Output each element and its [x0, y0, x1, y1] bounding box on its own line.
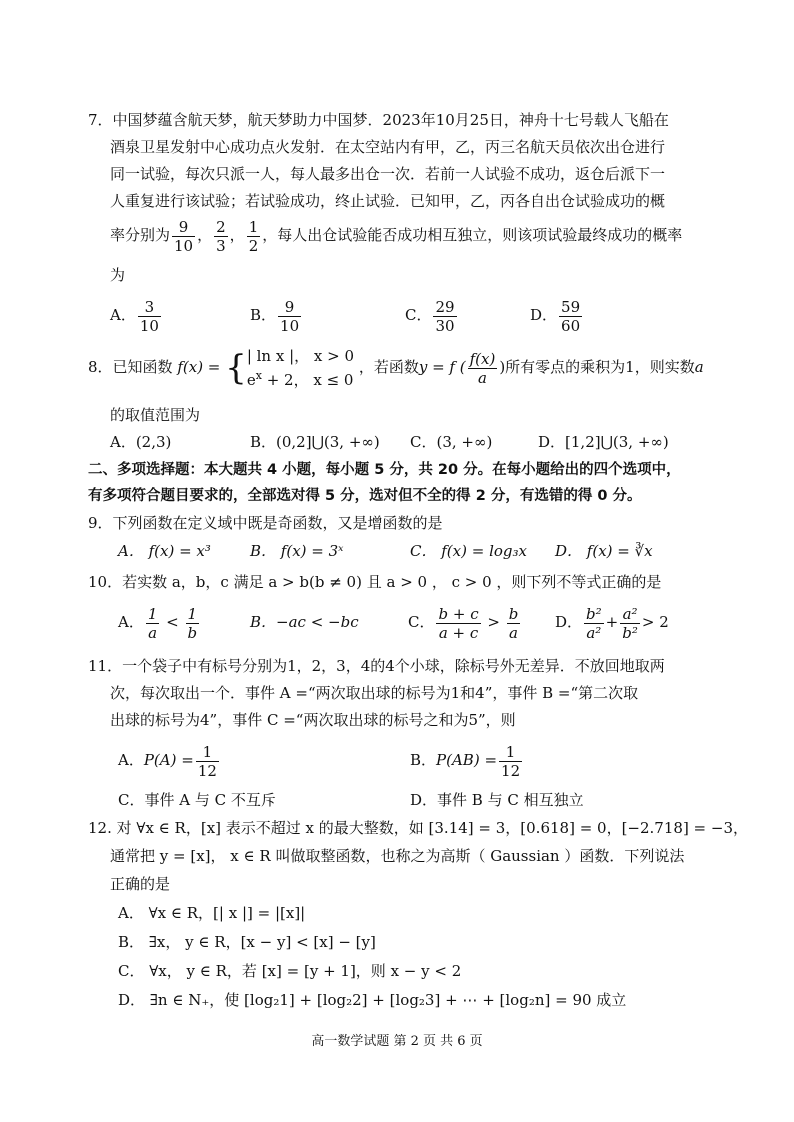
piecewise-cases: | ln x |， x > 0 $e^x + 2$， x ≤ 0 [246, 347, 355, 389]
prob-fraction-3: $\frac{1}{2}$ [248, 217, 259, 255]
q9-option-b[interactable]: B． f(x) = 3ˣ [250, 542, 344, 560]
q8-option-b[interactable]: B．(0,2]⋃(3, +∞) [250, 433, 380, 451]
q12-option-c[interactable]: C． ∀x， y ∈ R，若 [x] = [y + 1]，则 x − y < 2 [118, 962, 462, 980]
q9-option-c[interactable]: C． f(x) = log₃x [410, 542, 527, 560]
q8-option-c[interactable]: C．(3, +∞) [410, 433, 493, 451]
q11-option-d[interactable]: D．事件 B 与 C 相互独立 [410, 791, 584, 809]
page-footer: 高一数学试题 第 2 页 共 6 页 [311, 1034, 483, 1049]
q11-line3: 出球的标号为4”，事件 C =“两次取出球的标号之和为5”，则 [110, 711, 516, 729]
q7-line1: 7．中国梦蕴含航天梦，航天梦助力中国梦．2023年10月25日，神舟十七号载人飞船在 [88, 111, 669, 129]
q9-option-a[interactable]: A． f(x) = x³ [118, 542, 211, 560]
q8-option-d[interactable]: D．[1,2]⋃(3, +∞) [538, 433, 669, 451]
q7-line2: 酒泉卫星发射中心成功点火发射．在太空站内有甲，乙，丙三名航天员依次出仓进行 [110, 138, 666, 156]
q8-option-a[interactable]: A．(2,3) [110, 433, 172, 451]
q7-line5: 率分别为 $\frac{9}{10}$ ， $\frac{2}{3}$ ， $\frac{1}{2}$ ，每人出仓试验能否成功相互独立，则该项试验最终成功的概率 [110, 217, 683, 255]
q11-line2: 次，每次取出一个．事件 A =“两次取出球的标号为1和4”，事件 B =“第二次取 [110, 684, 639, 702]
q8-line1: 8．已知函数 f(x) = { | ln x |， x > 0 $e^x + 2$， x ≤ 0 ，若函数y = f ( $\frac{f(x)}{a}$ )所有零点的乘积为1，则实数a [88, 347, 704, 389]
q7-line6: 为 [110, 266, 126, 284]
q12-line2: 通常把 y = [x]， x ∈ R 叫做取整函数，也称之为高斯（ Gaussian ）函数．下列说法 [110, 847, 685, 865]
q11-option-c[interactable]: C．事件 A 与 C 不互斥 [118, 791, 276, 809]
q10-option-c[interactable]: C． $\frac{b + c}{a + c}$ > $\frac{b}{a}$ [408, 604, 519, 642]
q11-line1: 11．一个袋子中有标号分别为1，2，3，4的4个小球，除标号外无差异．不放回地取两 [88, 657, 665, 675]
q7-option-d[interactable]: D． $\frac{59}{60}$ [530, 297, 581, 335]
section-header-line2: 有多项符合题目要求的，全部选对得 5 分，选对但不全的得 2 分，有选错的得 0 分。 [88, 488, 642, 504]
prob-fraction-2: $\frac{2}{3}$ [216, 217, 226, 255]
q7-option-c[interactable]: C． $\frac{29}{30}$ [405, 297, 455, 335]
piecewise-brace: { [225, 348, 247, 388]
q12-option-a[interactable]: A． ∀x ∈ R，[| x |] = |[x]| [118, 904, 306, 922]
q7-line3: 同一试验，每次只派一人，每人最多出仓一次．若前一人试验不成功，返仓后派下一 [110, 165, 666, 183]
q9-option-d[interactable]: D． f(x) = ∛x [555, 542, 653, 560]
q11-option-b[interactable]: B．P(AB) = $\frac{1}{12}$ [410, 742, 521, 780]
q12-line3: 正确的是 [110, 875, 171, 893]
q12-line1: 12. 对 ∀x ∈ R，[x] 表示不超过 x 的最大整数，如 [3.14] = 3，[0.618] = 0，[−2.718] = −3， [88, 819, 749, 837]
q7-option-b[interactable]: B． $\frac{9}{10}$ [250, 297, 300, 335]
q10-stem: 10．若实数 a，b，c 满足 a > b(b ≠ 0) 且 a > 0 ， c > 0 ，则下列不等式正确的是 [88, 573, 662, 591]
prob-fraction-1: $\frac{9}{10}$ [174, 217, 194, 255]
q7-option-a[interactable]: A． $\frac{3}{10}$ [110, 297, 159, 335]
q7-line5-post: ，每人出仓试验能否成功相互独立，则该项试验最终成功的概率 [262, 226, 683, 244]
q7-line4: 人重复进行该试验；若试验成功，终止试验．已知甲，乙，丙各自出仓试验成功的概 [110, 192, 666, 210]
q7-line5-pre: 率分别为 [110, 226, 171, 244]
q8-line2: 的取值范围为 [110, 406, 201, 424]
q11-option-a[interactable]: A．P(A) = $\frac{1}{12}$ [118, 742, 217, 780]
q9-stem: 9．下列函数在定义域中既是奇函数，又是增函数的是 [88, 514, 443, 532]
q10-option-b[interactable]: B．−ac < −bc [250, 613, 359, 631]
q12-option-b[interactable]: B． ∃x， y ∈ R，[x − y] < [x] − [y] [118, 933, 376, 951]
section-header-line1: 二、多项选择题：本大题共 4 小题，每小题 5 分，共 20 分。在每小题给出的四个选项中， [88, 462, 681, 478]
q10-option-a[interactable]: A． $\frac{1}{a}$ < $\frac{1}{b}$ [118, 604, 198, 642]
q10-option-d[interactable]: D． $\frac{\text{b²}}{\text{a²}}$ + $\frac{\text{a²}}{\text{b²}}$ > 2 [555, 604, 669, 642]
q12-option-d[interactable]: D． ∃n ∈ N₊，使 [log₂1] + [log₂2] + [log₂3] + ⋯ + [log₂n] = 90 成立 [118, 991, 627, 1009]
